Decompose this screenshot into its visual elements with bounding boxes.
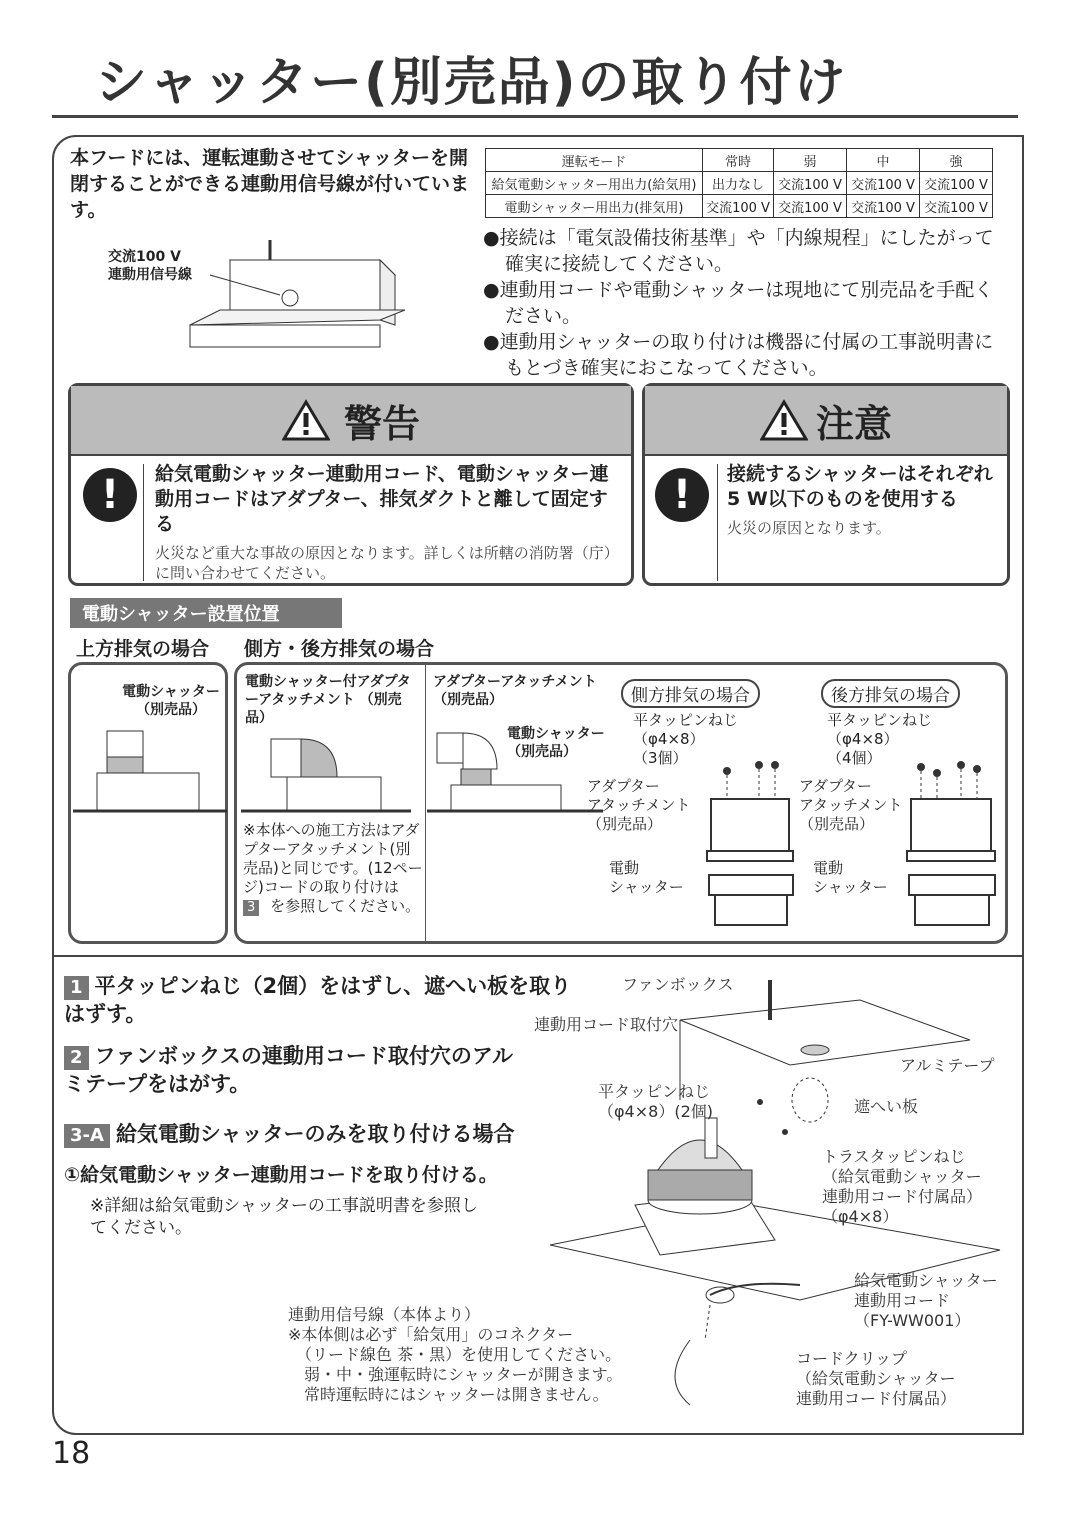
side-pill [621, 679, 760, 708]
caution-sub: 火災の原因となります。 [727, 519, 891, 537]
side-shutter-label: 電動 シャッター [609, 859, 684, 896]
table-cell: 交流100 V [920, 195, 993, 218]
label-truss-screw: トラスタッピンねじ （給気電動シャッター 連動用コード付属品） （φ4×8） [822, 1147, 983, 1226]
step-2-badge: 2 [64, 1046, 89, 1070]
side-exhaust-box [234, 662, 1008, 944]
adapter-shutter-label: 電動シャッター付アダプターアタッチメント （別売品） [245, 674, 411, 726]
label-shield-plate: 遮へい板 [854, 1097, 919, 1116]
label-signal-line: 連動用信号線（本体より） ※本体側は必ず「給気用」のコネクター （リード線色 茶・黒）を使用してください。 弱・中・強運転時にシャッターが開きます。 常時運転時にはシャッターは開きません。 [288, 1305, 623, 1404]
step-2 [64, 1042, 534, 1098]
table-row [486, 195, 993, 218]
rear-pill [821, 679, 960, 708]
adapter-attach-illustration [427, 725, 607, 821]
warning-header [71, 386, 631, 456]
step-3-note: ※詳細は給気電動シャッターの工事説明書を参照してください。 [90, 1196, 478, 1238]
step-1-text: 平タッピンねじ（2個）をはずし、遮へい板を取りはずす。 [64, 974, 572, 1026]
note-item: ●接続は「電気設備技術基準」や「内線規程」にしたがって確実に接続してください。 [483, 227, 994, 275]
table-cell: 交流100 V [847, 172, 920, 195]
table-cell: 出力なし [703, 172, 774, 195]
head-top-exhaust: 上方排気の場合 [76, 638, 210, 660]
page-title: シャッター(別売品)の取り付け [95, 53, 848, 113]
step-1-badge: 1 [64, 976, 89, 1000]
caution-icon-cell [651, 464, 718, 581]
warning-box [68, 383, 634, 586]
head-side-exhaust: 側方・後方排気の場合 [244, 638, 435, 660]
rear-screw-label: 平タッピンねじ （φ4×8） （4個） [827, 711, 933, 767]
label-cord-clip: コードクリップ （給気電動シャッター 連動用コード付属品） [796, 1349, 957, 1408]
table-cell: 給気電動シャッター用出力(給気用) [486, 172, 703, 195]
notes-list [483, 225, 1003, 381]
adapter-note [243, 821, 423, 916]
note-item: ●連動用シャッターの取り付けは機器に付属の工事説明書にもとづき確実におこなってください。 [483, 331, 994, 379]
table-cell: 交流100 V [774, 195, 847, 218]
rear-pill-label: 後方排気の場合 [821, 679, 960, 708]
mode-table [485, 148, 993, 218]
adapter-note-text: ※本体への施工方法はアダプターアタッチメント(別売品)と同じです。(12ページ)コードの取り付けは [243, 821, 423, 896]
top-exhaust-box [68, 662, 228, 944]
table-cell: 交流100 V [774, 172, 847, 195]
step-3-sub: ①給気電動シャッター連動用コードを取り付ける。 [64, 1164, 498, 1186]
warning-triangle-icon [760, 399, 808, 441]
warning-body [155, 462, 623, 583]
label-screw-2: 平タッピンねじ （φ4×8）(2個) [598, 1082, 713, 1121]
page-number: 18 [52, 1436, 91, 1471]
warning-sub: 火災など重大な事故の原因となります。詳しくは所轄の消防署（庁）に問い合わせてください。 [155, 544, 619, 582]
caution-heading: 注意 [815, 401, 892, 446]
step-3-text: 給気電動シャッターのみを取り付ける場合 [115, 1122, 515, 1146]
rear-assembly-illustration [901, 755, 1011, 935]
label-cord-hole: 連動用コード取付穴 [534, 1015, 679, 1034]
caution-body [727, 462, 997, 538]
step-ref-badge: 3 [243, 900, 259, 916]
adapter-note-end: を参照してください。 [270, 897, 421, 915]
table-header: 中 [847, 149, 920, 172]
label-fanbox: ファンボックス [622, 975, 734, 994]
table-header: 強 [920, 149, 993, 172]
table-header: 弱 [774, 149, 847, 172]
rear-attach-label: アダプター アタッチメント （別売品） [799, 777, 903, 833]
adapter-shutter-illustration [241, 725, 421, 821]
fig-label-voltage: 交流100 V [108, 249, 181, 265]
step-2-text: ファンボックスの連動用コード取付穴のアルミテープをはがす。 [64, 1044, 514, 1096]
side-screw-label: 平タッピンねじ （φ4×8） （3個） [633, 711, 739, 767]
table-cell: 電動シャッター用出力(排気用) [486, 195, 703, 218]
table-cell: 交流100 V [847, 195, 920, 218]
top-shutter-illustration [73, 725, 227, 825]
hood-illustration [180, 230, 410, 360]
step-3 [64, 1120, 584, 1148]
table-cell: 交流100 V [920, 172, 993, 195]
adapter-attach-label: アダプターアタッチメント （別売品） [433, 674, 597, 708]
divider [425, 665, 426, 941]
warning-triangle-icon [282, 399, 330, 441]
warning-title: 給気電動シャッター連動用コード、電動シャッター連動用コードはアダプター、排気ダクトと離して固定する [155, 463, 609, 535]
side-attach-label: アダプター アタッチメント （別売品） [587, 777, 691, 833]
rear-shutter-label: 電動 シャッター [813, 859, 888, 896]
exclamation-icon: ! [655, 468, 709, 522]
intro-text: 本フードには、運転連動させてシャッターを開閉することができる連動用信号線が付いています。 [70, 147, 470, 221]
table-row [486, 172, 993, 195]
step-3-badge: 3-A [64, 1124, 110, 1148]
install-position-tag: 電動シャッター設置位置 [70, 598, 342, 628]
caution-box [642, 383, 1010, 586]
section-divider [52, 955, 1022, 957]
fig-label-signal: 連動用信号線 [108, 267, 192, 283]
table-header: 常時 [703, 149, 774, 172]
warning-heading: 警告 [343, 401, 420, 446]
side-assembly-illustration [697, 755, 807, 935]
caution-title: 接続するシャッターはそれぞれ5 W以下のものを使用する [727, 463, 993, 510]
title-rule [52, 115, 1018, 118]
label-alum-tape: アルミテープ [900, 1056, 995, 1075]
adapter-shutter2-label: 電動シャッター （別売品） [507, 726, 605, 760]
caution-header [645, 386, 1007, 456]
note-item: ●連動用コードや電動シャッターは現地にて別売品を手配ください。 [483, 279, 994, 327]
table-header: 運転モード [486, 149, 703, 172]
table-row [486, 149, 993, 172]
table-cell: 交流100 V [703, 195, 774, 218]
warning-icon-cell [79, 464, 144, 581]
exclamation-icon: ! [83, 468, 137, 522]
step-1 [64, 972, 584, 1028]
top-shutter-label: 電動シャッター （別売品） [122, 684, 220, 718]
side-pill-label: 側方排気の場合 [621, 679, 760, 708]
label-supply-cord: 給気電動シャッター 連動用コード （FY-WW001） [854, 1271, 998, 1330]
